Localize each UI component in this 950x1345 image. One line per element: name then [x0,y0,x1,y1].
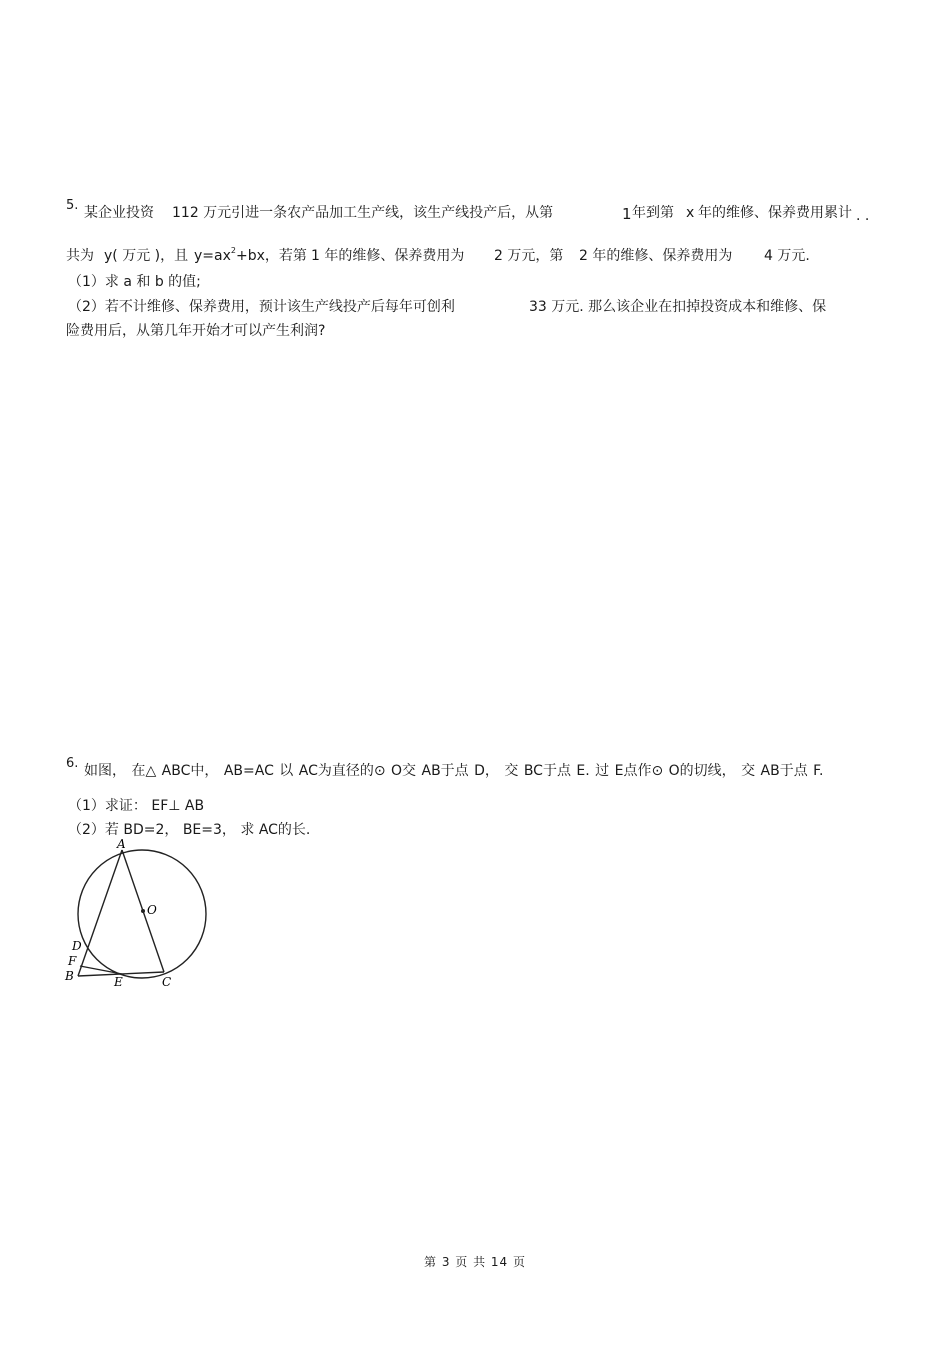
q5-formula-base: y=ax [194,248,231,264]
q5-line1-g: . . [856,208,870,224]
segment-ab [78,850,122,976]
circle-o [78,850,206,978]
q5-line1-c: 1 [622,205,632,223]
q5-part2-a: （2）若不计维修、保养费用，预计该生产线投产后每年可创利 [68,299,455,315]
q5-line2-e: 1 年的维修、保养费用为 [311,248,465,264]
label-e: E [114,975,123,989]
q5-part1: （1）求 a 和 b 的值; [68,274,201,290]
q5-part2-b: 33 万元. 那么该企业在扣掉投资成本和维修、保 [529,299,827,315]
q5-formula-exponent: 2 [230,246,236,255]
center-point-o [141,909,145,913]
q5-formula-rest: +bx，若第 [235,248,307,264]
q6-number: 6. [66,756,79,771]
q5-line1-d: 年到第 [632,205,674,221]
q5-line1-a: 某企业投资 [84,205,154,221]
q5-line1-b: 112 万元引进一条农产品加工生产线，该生产线投产后，从第 [172,205,554,221]
q5-line2-b: y( 万元 )，且 [104,248,189,264]
q6-part1: （1）求证： EF⊥ AB [68,798,205,814]
q5-number: 5. [66,198,79,213]
q5-line2-h: 4 万元. [764,248,810,264]
label-d: D [72,939,82,953]
q6-part2: （2）若 BD=2， BE=3， 求 AC的长. [68,822,311,838]
label-c: C [162,975,172,989]
q5-line2-a: 共为 [66,248,94,264]
segment-ef [80,966,122,974]
q5-line2-g: 2 年的维修、保养费用为 [579,248,733,264]
q5-line1-f: 年的维修、保养费用累计 [698,205,852,221]
label-f: F [68,954,77,968]
label-o: O [147,903,157,917]
q5-formula [194,245,307,265]
label-a: A [117,837,126,851]
q6-line1: 如图， 在△ ABC中， AB=AC 以 AC为直径的⊙ O交 AB于点 D， 交 BC于点 E. 过 E点作⊙ O的切线， 交 AB于点 F. [84,763,824,779]
label-b: B [65,969,74,983]
q5-line2-f: 2 万元，第 [494,248,564,264]
page-footer: 第 3 页 共 14 页 [424,1255,526,1269]
q5-part2-c: 险费用后，从第几年开始才可以产生利润? [66,323,326,339]
geometry-figure [60,836,220,992]
q5-line1-e: x [686,205,695,221]
